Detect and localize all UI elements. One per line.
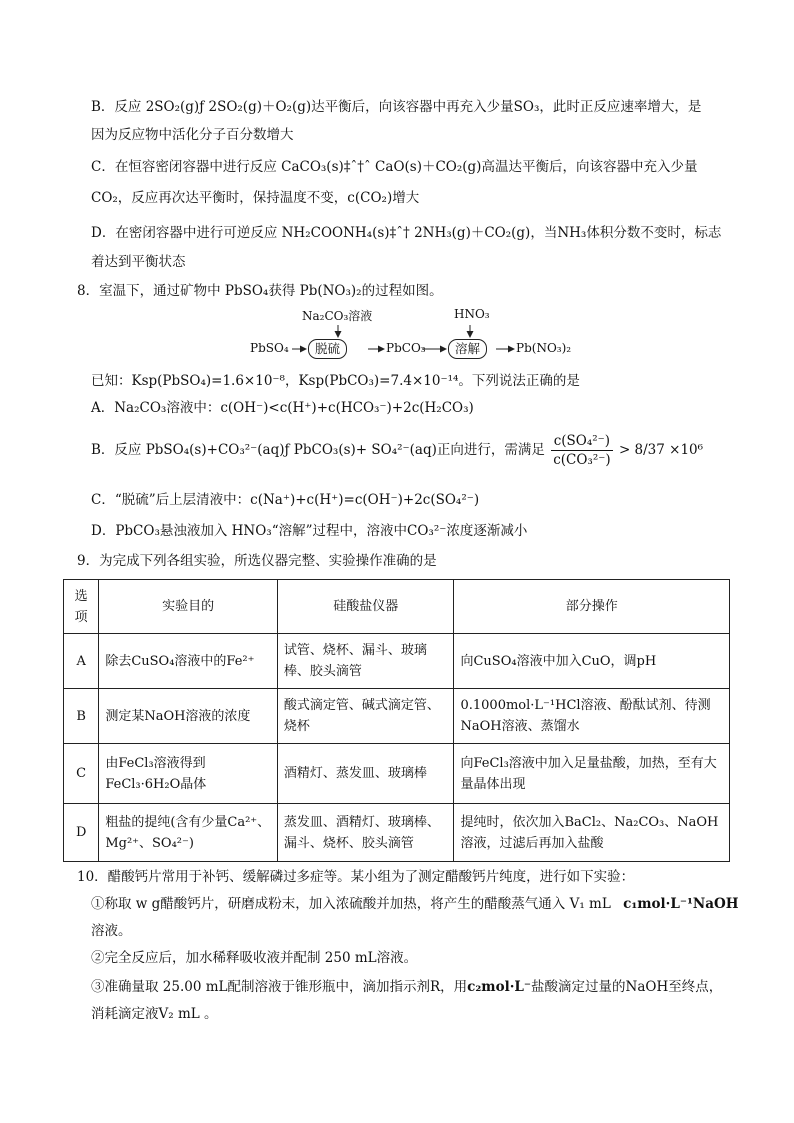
flow-mid-pbco3: PbCO₃ [386,341,426,355]
q10-step3-line2: 消耗滴定液V₂ mL 。 [91,1006,218,1022]
q10-step2: ②完全反应后，加水稀释吸收液并配制 250 mL溶液。 [91,950,418,966]
table-cell-instruments: 试管、烧杯、漏斗、玻璃棒、胶头滴管 [277,634,454,689]
q8-process-flow [250,305,580,365]
q10-stem: 10．醋酸钙片常用于补钙、缓解磷过多症等。某小组为了测定醋酸钙片纯度，进行如下实验： [77,869,635,885]
q8-option-c: C．“脱硫”后上层清液中：c(Na⁺)+c(H⁺)=c(OH⁻)+2c(SO₄²⁻) [91,492,480,508]
q8-known: 已知：Ksp(PbSO₄)=1.6×10⁻⁸，Ksp(PbCO₃)=7.4×10⁻¹⁴。下列说法正确的是 [91,373,580,389]
table-row [64,804,730,862]
table-cell-instruments: 蒸发皿、酒精灯、玻璃棒、漏斗、烧杯、胶头滴管 [277,804,454,862]
table-cell-purpose: 由FeCl₃溶液得到FeCl₃·6H₂O晶体 [99,744,278,804]
flow-step-dissolve: 溶解 [448,339,487,359]
table-cell-operation: 向FeCl₃溶液中加入足量盐酸，加热，至有大量晶体出现 [454,744,730,804]
table-header-row [64,580,730,634]
table-cell-purpose: 粗盐的提纯(含有少量Ca²⁺、Mg²⁺、SO₄²⁻) [99,804,278,862]
q8-option-b-text: B．反应 PbSO₄(s)+CO₃²⁻(aq)ƒ PbCO₃(s)+ SO₄²⁻(aq)正向进行，需满足 [91,442,545,458]
table-cell-operation: 0.1000mol·L⁻¹HCl溶液、酚酞试剂、待测NaOH溶液、蒸馏水 [454,689,730,744]
table-row [64,744,730,804]
table-cell-option: C [64,744,99,804]
flow-arrows [250,305,580,365]
flow-end-pbno32: Pb(NO₃)₂ [516,341,572,355]
q8-option-a: A．Na₂CO₃溶液中：c(OH⁻)<c(H⁺)+c(HCO₃⁻)+2c(H₂CO₃) [91,400,474,416]
q7-option-b-line2: 因为反应物中活化分子百分数增大 [91,127,294,143]
q10-step1-line1 [91,893,738,915]
q9-stem: 9．为完成下列各组实验，所选仪器完整、实验操作准确的是 [77,553,437,569]
flow-start-pbso4: PbSO₄ [250,341,289,355]
q10-step1-naoh: c₁mol·L⁻¹NaOH [623,896,739,912]
table-row [64,634,730,689]
q7-option-d-line2: 着达到平衡状态 [91,254,186,270]
q7-option-c-line1: C．在恒容密闭容器中进行反应 CaCO₃(s)‡ˆ†ˆ CaO(s)＋CO₂(g)高温达平衡后，向该容器中充入少量 [91,159,698,175]
flow-step-desulfurize: 脱硫 [308,339,347,359]
fraction-numerator: c(SO₄²⁻) [551,432,612,451]
flow-reagent-hno3: HNO₃ [454,307,490,321]
q8-option-b-condition: > 8/37 ×10⁶ [618,442,704,458]
table-cell-purpose: 测定某NaOH溶液的浓度 [99,689,278,744]
table-cell-purpose: 除去CuSO₄溶液中的Fe²⁺ [99,634,278,689]
q10-step1-text: ①称取 w g醋酸钙片，研磨成粉末，加入浓硫酸并加热，将产生的醋酸蒸气通入 V₁ mL [91,896,611,912]
table-cell-instruments: 酒精灯、蒸发皿、玻璃棒 [277,744,454,804]
q7-option-c-line2: CO₂，反应再次达平衡时，保持温度不变，c(CO₂)增大 [91,190,420,206]
q8-stem: 8．室温下，通过矿物中 PbSO₄获得 Pb(NO₃)₂的过程如图。 [77,283,443,299]
col-header-purpose: 实验目的 [99,580,278,634]
q10-step3-line1 [91,976,722,998]
q10-step3-text: ③准确量取 25.00 mL配制溶液于锥形瓶中，滴加指示剂R，用 [91,979,468,995]
fraction-denominator: c(CO₃²⁻) [553,452,611,468]
q10-step3-hcl: c₂mol·L⁻ [467,979,532,995]
q10-step1-line2: 溶液。 [91,923,132,939]
q7-option-b-line1: B．反应 2SO₂(g)ƒ 2SO₂(g)＋O₂(g)达平衡后，向该容器中再充入少量SO₃，此时正反应速率增大，是 [91,99,702,115]
q8-option-d: D．PbCO₃悬浊液加入 HNO₃“溶解”过程中，溶液中CO₃²⁻浓度逐渐减小 [91,523,528,539]
col-header-option: 选项 [64,580,99,634]
table-cell-option: B [64,689,99,744]
q9-experiment-table [63,579,730,862]
q8-option-b-fraction [551,432,612,469]
table-cell-option: D [64,804,99,862]
flow-reagent-na2co3: Na₂CO₃溶液 [302,309,373,323]
col-header-operation: 部分操作 [454,580,730,634]
table-row [64,689,730,744]
table-cell-operation: 提纯时，依次加入BaCl₂、Na₂CO₃、NaOH溶液，过滤后再加入盐酸 [454,804,730,862]
q7-option-d-line1: D．在密闭容器中进行可逆反应 NH₂COONH₄(s)‡ˆ† 2NH₃(g)＋CO₂(g)，当NH₃体积分数不变时，标志 [91,225,722,241]
table-cell-option: A [64,634,99,689]
q10-step3-text-cont: 盐酸滴定过量的NaOH至终点， [531,979,723,995]
col-header-instruments: 硅酸盐仪器 [277,580,454,634]
table-cell-instruments: 酸式滴定管、碱式滴定管、烧杯 [277,689,454,744]
q8-option-b [91,432,703,469]
table-cell-operation: 向CuSO₄溶液中加入CuO，调pH [454,634,730,689]
